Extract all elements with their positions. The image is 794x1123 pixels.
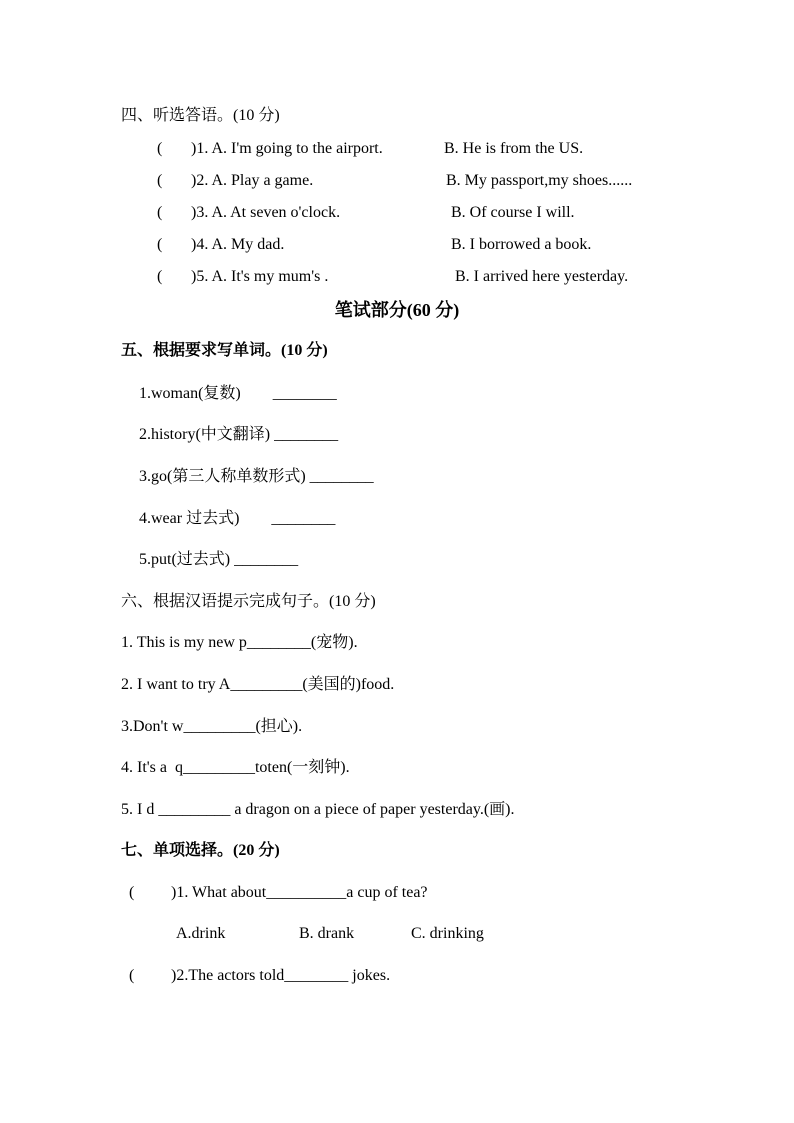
option-b: B. drank (299, 925, 355, 942)
option-a: )4. A. My dad. (191, 236, 285, 253)
option-a: )3. A. At seven o'clock. (191, 204, 341, 221)
section6-item-3: 3.Don't w_________(担心). (121, 718, 303, 735)
section5-item-3: 3.go(第三人称单数形式) ________ (139, 468, 374, 485)
section5-item-2: 2.history(中文翻译) ________ (139, 426, 339, 443)
answer-paren: ( (157, 236, 163, 253)
section5-item-4: 4.wear 过去式) ________ (139, 510, 336, 527)
written-part-title: 笔试部分(60 分) (334, 300, 460, 320)
option-b: B. I borrowed a book. (451, 236, 592, 253)
section6-item-5: 5. I d _________ a dragon on a piece of paper yesterday.(画). (121, 801, 515, 818)
option-c: C. drinking (411, 925, 484, 942)
answer-paren: ( (157, 204, 163, 221)
answer-paren: ( (157, 140, 163, 157)
option-a: )2. A. Play a game. (191, 172, 314, 189)
answer-paren: ( (129, 967, 135, 984)
answer-paren: ( (157, 172, 163, 189)
section5-title: 五、根据要求写单词。(10 分) (121, 342, 328, 359)
option-b: B. My passport,my shoes...... (446, 172, 633, 189)
question-text: )1. What about__________a cup of tea? (171, 884, 428, 901)
option-b: B. I arrived here yesterday. (455, 268, 629, 285)
section7-title: 七、单项选择。(20 分) (121, 842, 280, 859)
option-b: B. He is from the US. (444, 140, 584, 157)
question-text: )2.The actors told________ jokes. (171, 967, 391, 984)
section6-item-1: 1. This is my new p________(宠物). (121, 634, 358, 651)
section6-item-4: 4. It's a q_________toten(一刻钟). (121, 759, 350, 776)
option-a: )1. A. I'm going to the airport. (191, 140, 383, 157)
section5-item-1: 1.woman(复数) ________ (139, 385, 337, 402)
option-a: A.drink (176, 925, 226, 942)
option-b: B. Of course I will. (451, 204, 575, 221)
section5-item-5: 5.put(过去式) ________ (139, 551, 299, 568)
option-a: )5. A. It's my mum's . (191, 268, 329, 285)
section4-title: 四、听选答语。(10 分) (121, 107, 280, 124)
answer-paren: ( (157, 268, 163, 285)
section6-item-2: 2. I want to try A_________(美国的)food. (121, 676, 395, 693)
section6-title: 六、根据汉语提示完成句子。(10 分) (121, 593, 376, 610)
answer-paren: ( (129, 884, 135, 901)
